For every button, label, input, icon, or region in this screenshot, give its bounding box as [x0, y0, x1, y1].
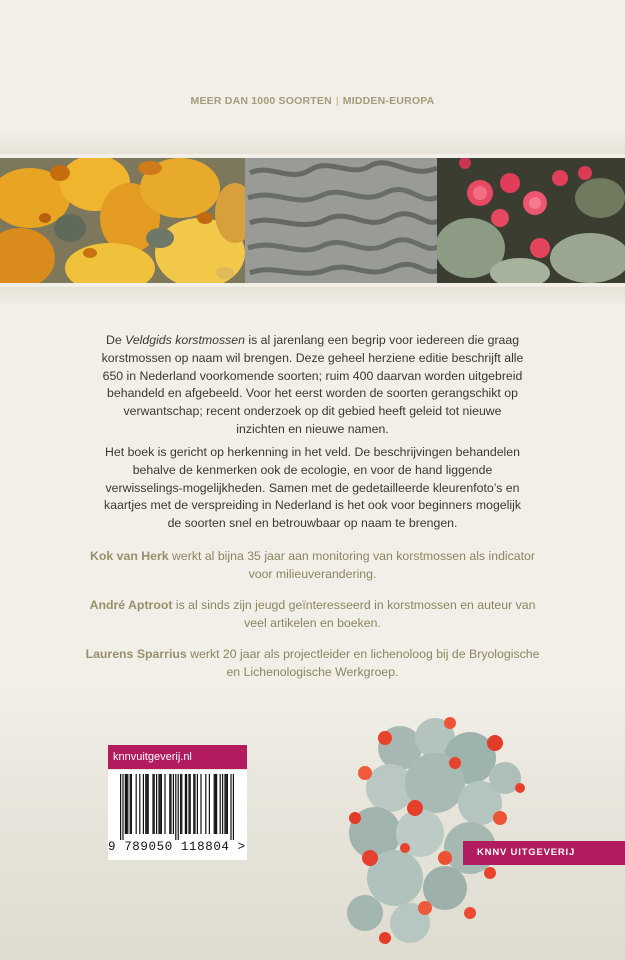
- barcode-bar: [152, 774, 153, 834]
- barcode-bar: [188, 774, 189, 834]
- barcode-bar: [170, 774, 171, 834]
- barcode-bar: [214, 774, 215, 834]
- author-bio-2: [80, 597, 545, 633]
- barcode-bar: [180, 774, 181, 834]
- barcode-bar: [216, 774, 217, 834]
- barcode-bar: [205, 774, 206, 834]
- tagline-region: MIDDEN-EUROPA: [342, 95, 435, 107]
- barcode-bar: [233, 774, 234, 840]
- barcode-bar: [130, 774, 131, 834]
- barcode-bar: [148, 774, 149, 834]
- barcode-bar: [227, 774, 228, 834]
- barcode-bar: [139, 774, 140, 834]
- barcode-bar: [122, 774, 123, 840]
- bottom-band: [0, 287, 625, 309]
- barcode-bar: [190, 774, 191, 834]
- barcode-digits: 9 789050 118804 >: [108, 840, 246, 854]
- barcode-bar: [209, 774, 210, 834]
- barcode-bar: [224, 774, 225, 834]
- barcode-bar: [220, 774, 221, 834]
- barcode-bar: [126, 774, 127, 834]
- barcode-bar: [181, 774, 182, 834]
- book-title: Veldgids korstmossen: [125, 333, 245, 347]
- barcode-bar: [161, 774, 162, 834]
- barcode-bar: [215, 774, 216, 834]
- barcode-bar: [156, 774, 157, 834]
- grey-lichen-photo: [245, 158, 440, 283]
- barcode-bar: [169, 774, 170, 834]
- top-band: [0, 128, 625, 154]
- barcode-bar: [143, 774, 144, 834]
- tagline-species-count: MEER DAN 1000 SOORTEN: [190, 95, 332, 107]
- barcode-bar: [160, 774, 161, 834]
- barcode-bar: [164, 774, 165, 834]
- barcode-bar: [194, 774, 195, 834]
- author-description: is al sinds zijn jeugd geïnteresseerd in korstmossen en auteur van veel artikelen en boeken.: [172, 598, 536, 630]
- lichen-illustration: [330, 708, 570, 948]
- publisher-label: KNNV UITGEVERIJ: [463, 841, 625, 865]
- orange-lichen-photo: [0, 158, 255, 283]
- photo-strip-graphic: [0, 158, 625, 283]
- blurb-paragraph-2: Het boek is gericht op herkenning in het veld. De beschrijvingen behandelen behalve de kenmerken ook de ecologie, en voor de hand liggende verwisselings-mogelijkheden. Samen met de gedetailleerde kleurenfoto’s en kaartjes met de verspreiding in Nederland is het ook voor beginners mogelijk de soorten snel en betrouwbaar op naam te brengen.: [104, 445, 521, 531]
- barcode-bar: [226, 774, 227, 834]
- barcode-bar: [127, 774, 128, 834]
- tagline-separator: |: [335, 95, 339, 107]
- photo-strip: [0, 158, 625, 283]
- barcode-bar: [146, 774, 147, 834]
- author-description: werkt al bijna 35 jaar aan monitoring van korstmossen als indicator voor milieuverandering.: [168, 549, 535, 581]
- blurb-intro: De: [105, 333, 126, 347]
- barcode-bar: [136, 774, 137, 834]
- isbn-barcode: [108, 770, 247, 860]
- barcode-bar: [178, 774, 179, 840]
- barcode-bar: [125, 774, 126, 834]
- author-name: André Aptroot: [89, 598, 173, 612]
- barcode-bar: [175, 774, 176, 840]
- barcode-bar: [120, 774, 121, 840]
- author-description: werkt 20 jaar als projectleider en lichenoloog bij de Bryologische en Lichenologische Werkgroep.: [186, 647, 540, 679]
- publisher-website[interactable]: knnvuitgeverij.nl: [108, 745, 247, 769]
- red-cup-lichen-photo: [435, 158, 625, 283]
- barcode-bar: [158, 774, 159, 834]
- barcode-bar: [200, 774, 201, 834]
- author-bio-1: [80, 548, 545, 584]
- author-bio-3: [80, 646, 545, 682]
- blurb-paragraph-1: [100, 332, 525, 439]
- barcode-bar: [186, 774, 187, 834]
- barcode-bar: [222, 774, 223, 834]
- lichen-thallus: [347, 718, 521, 943]
- author-name: Kok van Herk: [90, 549, 169, 563]
- barcode-bars: [108, 770, 247, 840]
- blurb-paragraph-1-text: is al jarenlang een begrip voor iedereen die graag korstmossen op naam wil brengen. Deze geheel herziene editie beschrijft alle 650 in Nederland voorkomende soorten; ruim 400 daarvan worden uitgebreid behandeld en afgebeeld. Voor het eerst worden de soorten gerangschikt op verwantschap; recent onderzoek op dit gebied heeft geleid tot nieuwe inzichten en nieuwe namen.: [101, 333, 524, 436]
- barcode-bar: [230, 774, 231, 840]
- barcode-bar: [185, 774, 186, 834]
- barcode-bar: [197, 774, 198, 834]
- barcode-bar: [145, 774, 146, 834]
- tagline: [0, 95, 625, 107]
- barcode-bar: [193, 774, 194, 834]
- author-name: Laurens Sparrius: [85, 647, 187, 661]
- barcode-bar: [131, 774, 132, 834]
- barcode-bar: [173, 774, 174, 834]
- barcode-bar: [154, 774, 155, 834]
